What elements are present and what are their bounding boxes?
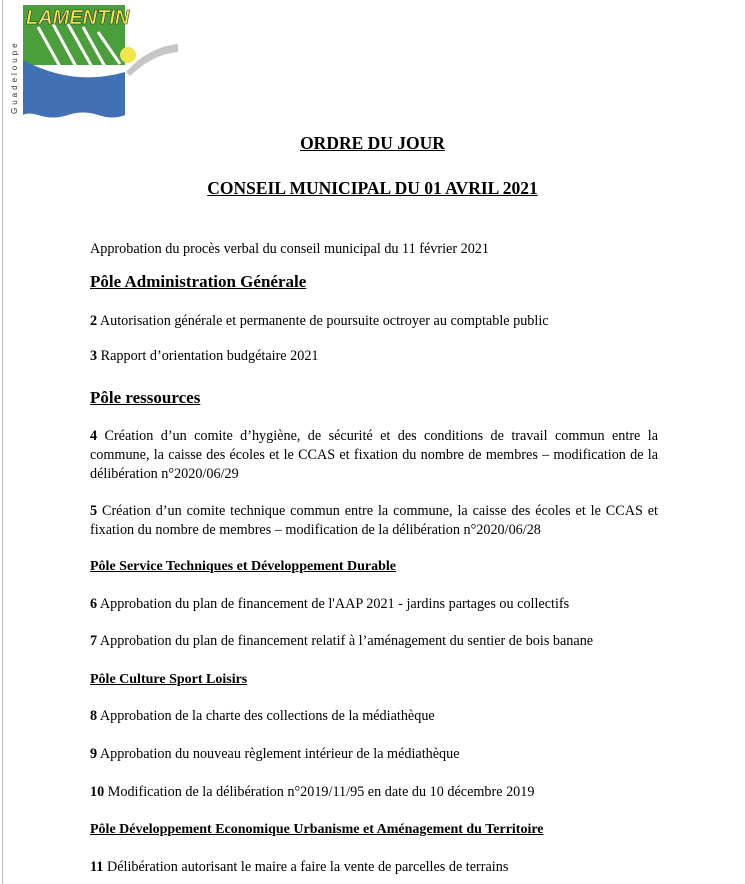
agenda-item bbox=[90, 312, 658, 331]
item-text: Approbation de la charte des collections de la médiathèque bbox=[97, 708, 435, 724]
lamentin-logo bbox=[8, 2, 183, 120]
agenda-item bbox=[90, 783, 658, 802]
item-number: 5 bbox=[90, 503, 98, 519]
item-text: Approbation du plan de financement relatif à l’aménagement du sentier de bois banane bbox=[97, 633, 594, 649]
item-text: Délibération autorisant le maire a faire la vente de parcelles de terrains bbox=[103, 859, 509, 875]
item-text: Approbation du nouveau règlement intérieur de la médiathèque bbox=[97, 746, 460, 762]
section-heading: Pôle Développement Economique Urbanisme et Aménagement du Territoire bbox=[90, 822, 544, 837]
item-number: 8 bbox=[90, 708, 98, 724]
section-heading: Pôle Service Techniques et Développement Durable bbox=[90, 559, 397, 574]
item-number: 7 bbox=[90, 633, 98, 649]
item-text: Approbation du plan de financement de l'AAP 2021 - jardins partages ou collectifs bbox=[97, 596, 570, 612]
item-number: 10 bbox=[90, 784, 105, 800]
section-heading: Pôle Culture Sport Loisirs bbox=[90, 672, 248, 687]
agenda-item bbox=[90, 858, 658, 877]
agenda-item bbox=[90, 502, 658, 540]
agenda-item bbox=[90, 745, 658, 764]
page-title: ORDRE DU JOUR bbox=[300, 133, 445, 153]
agenda-item bbox=[90, 347, 658, 366]
agenda-item bbox=[90, 427, 658, 484]
approval-item: Approbation du procès verbal du conseil municipal du 11 février 2021 bbox=[90, 241, 489, 257]
item-text: Création d’un comite technique commun entre la commune, la caisse des écoles et le CCAS et fixation du nombre de membres – modification de la délibération n°2020/06/28 bbox=[90, 503, 658, 538]
item-text: Autorisation générale et permanente de poursuite octroyer au comptable public bbox=[97, 313, 549, 329]
item-number: 9 bbox=[90, 746, 98, 762]
item-number: 11 bbox=[90, 859, 104, 875]
item-number: 2 bbox=[90, 313, 98, 329]
item-text: Rapport d’orientation budgétaire 2021 bbox=[97, 348, 319, 364]
agenda-item bbox=[90, 632, 658, 651]
section-heading: Pôle ressources bbox=[90, 388, 201, 407]
item-text: Modification de la délibération n°2019/11/95 en date du 10 décembre 2019 bbox=[104, 784, 535, 800]
item-number: 6 bbox=[90, 596, 98, 612]
svg-text:LAMENTIN: LAMENTIN bbox=[26, 7, 130, 29]
item-number: 4 bbox=[90, 428, 98, 444]
agenda-item bbox=[90, 707, 658, 726]
item-number: 3 bbox=[90, 348, 98, 364]
agenda-item bbox=[90, 595, 658, 614]
page-subtitle: CONSEIL MUNICIPAL DU 01 AVRIL 2021 bbox=[207, 178, 538, 198]
item-text: Création d’un comite d’hygiène, de sécurité et des conditions de travail commun entre la commune, la caisse des écoles et le CCAS et fixation du nombre de membres – modification de la délibération n°2020/06/29 bbox=[90, 428, 658, 482]
svg-text:Guadeloupe: Guadeloupe bbox=[10, 40, 19, 114]
section-heading: Pôle Administration Générale bbox=[90, 272, 307, 291]
